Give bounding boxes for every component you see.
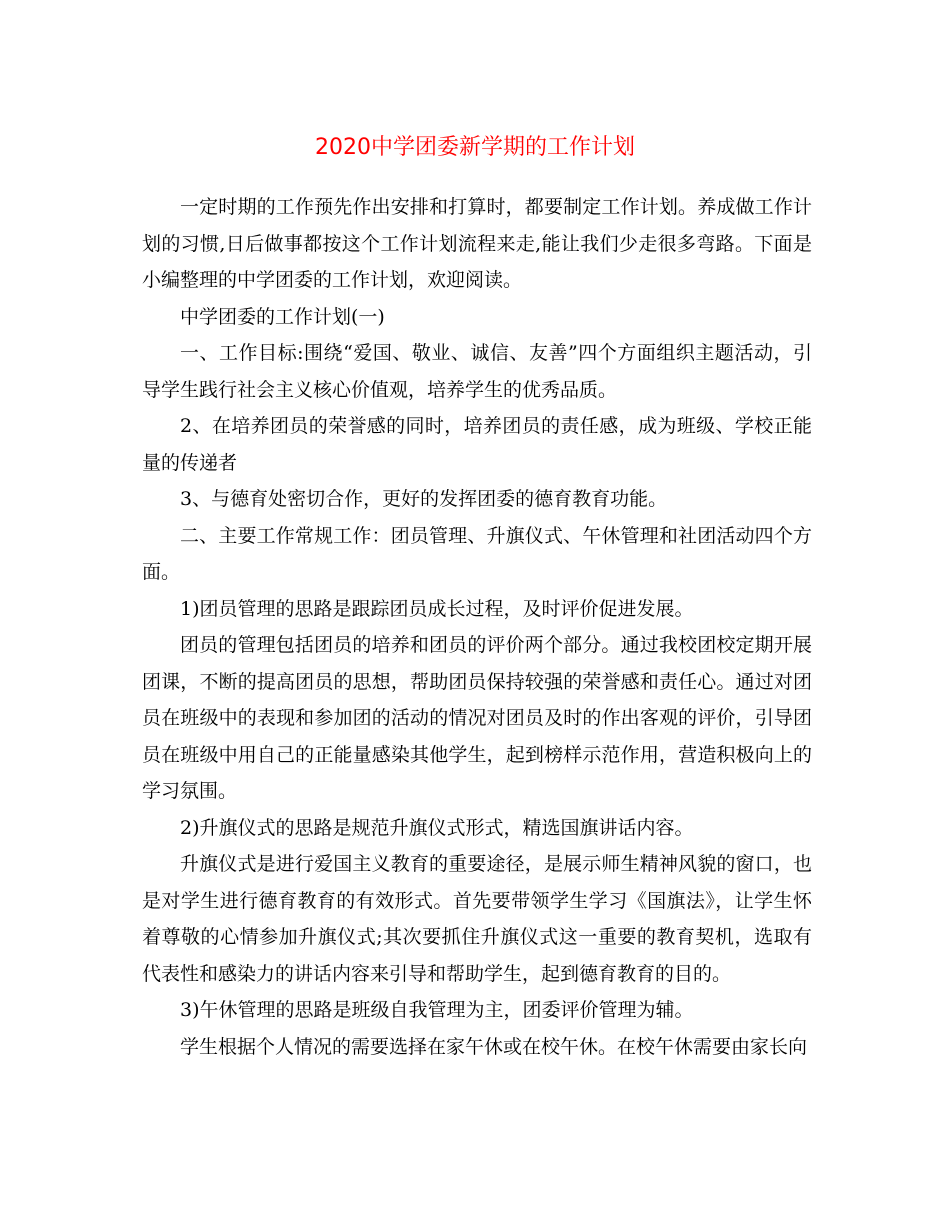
document-body: [142, 189, 812, 1065]
paragraph-goal-3: 3、与德育处密切合作，更好的发挥团委的德育教育功能。: [180, 488, 668, 510]
paragraph-flag-ceremony: 升旗仪式是进行爱国主义教育的重要途径，是展示师生精神风貌的窗口，也是对学生进行德育教育的有效形式。首先要带领学生学习《国旗法》，让学生怀着尊敬的心情参加升旗仪式;其次要抓住升旗仪式这一重要的教育契机，选取有代表性和感染力的讲话内容来引导和帮助学生，起到德育教育的目的。: [142, 853, 812, 985]
paragraph-intro: 一定时期的工作预先作出安排和打算时，都要制定工作计划。养成做工作计划的习惯,日后做事都按这个工作计划流程来走,能让我们少走很多弯路。下面是小编整理的中学团委的工作计划，欢迎阅读。: [142, 196, 812, 291]
paragraph-noon-rest: 学生根据个人情况的需要选择在家午休或在校午休。在校午休需要由家长向: [180, 1035, 808, 1058]
paragraph-noon-rest-heading: 3)午休管理的思路是班级自我管理为主，团委评价管理为辅。: [180, 999, 694, 1021]
paragraph-routine-work: 二、主要工作常规工作：团员管理、升旗仪式、午休管理和社团活动四个方面。: [142, 524, 812, 583]
paragraph-goal-2: 2、在培养团员的荣誉感的同时，培养团员的责任感，成为班级、学校正能量的传递者: [142, 415, 812, 474]
paragraph-flag-ceremony-heading: 2)升旗仪式的思路是规范升旗仪式形式，精选国旗讲话内容。: [180, 816, 694, 839]
paragraph-member-management: 团员的管理包括团员的培养和团员的评价两个部分。通过我校团校定期开展团课，不断的提高团员的思想，帮助团员保持较强的荣誉感和责任心。通过对团员在班级中的表现和参加团的活动的情况对团员及时的作出客观的评价，引导团员在班级中用自己的正能量感染其他学生，起到榜样示范作用，营造积极向上的学习氛围。: [142, 634, 812, 802]
paragraph-member-management-heading: 1)团员管理的思路是跟踪团员成长过程，及时评价促进发展。: [180, 597, 694, 620]
paragraph-section-heading: 中学团委的工作计划(一): [180, 305, 385, 328]
document-title: 2020中学团委新学期的工作计划: [315, 135, 635, 160]
paragraph-work-goal: 一、工作目标:围绕“爱国、敬业、诚信、友善”四个方面组织主题活动，引导学生践行社会主义核心价值观，培养学生的优秀品质。: [142, 342, 812, 401]
